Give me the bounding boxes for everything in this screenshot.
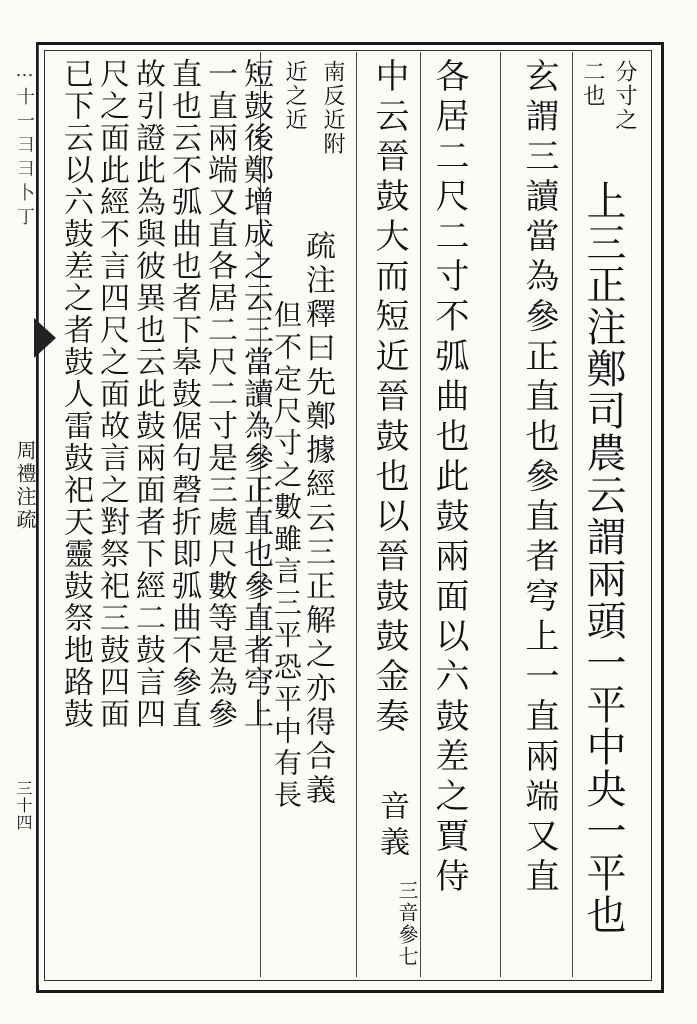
text-column: 中云晉鼓大而短近晉鼓也以晉鼓鼓金奏: [369, 58, 409, 738]
margin-top-text: …十一彐彐卜丁: [14, 60, 35, 231]
annotation-line: 分寸之: [612, 60, 637, 132]
text-column: 短鼓後鄭增成之云三當讀為參正直也參直者穹上: [238, 58, 273, 730]
text-column: 一直兩端又直各居二尺二寸是三處尺數等是為參: [202, 58, 237, 730]
annotation-line: 三音參七: [395, 880, 419, 968]
text-column: 已下云以六鼓差之者鼓人雷鼓祀天靈鼓祭地路鼓: [58, 58, 93, 730]
fish-tail-mark: [34, 318, 56, 358]
margin-title: 周禮注疏: [13, 440, 37, 532]
annotation-line: 南反近附: [320, 60, 345, 156]
text-column: 各居二尺二寸不弧曲也此鼓兩面以六鼓差之賈侍: [429, 58, 469, 898]
margin-page-number: 三十四: [14, 780, 33, 831]
annotation-line: 近之近: [282, 60, 307, 132]
text-column: 疏注釋曰先鄭據經云三正解之亦得合義: [300, 230, 335, 808]
text-column: 音義: [374, 790, 409, 862]
text-column: 上三正注鄭司農云謂兩頭一平中央一平也: [580, 180, 626, 936]
text-column: 尺之面此經不言四尺之面故言之對祭祀三鼓四面: [94, 58, 129, 730]
column-rule: [420, 52, 421, 977]
annotation-line: 二也: [580, 60, 605, 108]
text-column: 故引證此為與彼異也云此鼓兩面者下經二鼓言四: [130, 58, 165, 730]
column-rule: [572, 52, 573, 977]
text-column: 但不定尺寸之數雖言三平恐平中有長: [270, 300, 303, 812]
text-column: 玄謂三讀當為參正直也參直者穹上一直兩端又直: [519, 58, 559, 898]
column-rule: [356, 52, 357, 977]
column-rule: [500, 52, 501, 977]
text-column: 直也云不弧曲也者下皋鼓倨句磬折即弧曲不參直: [166, 58, 201, 730]
